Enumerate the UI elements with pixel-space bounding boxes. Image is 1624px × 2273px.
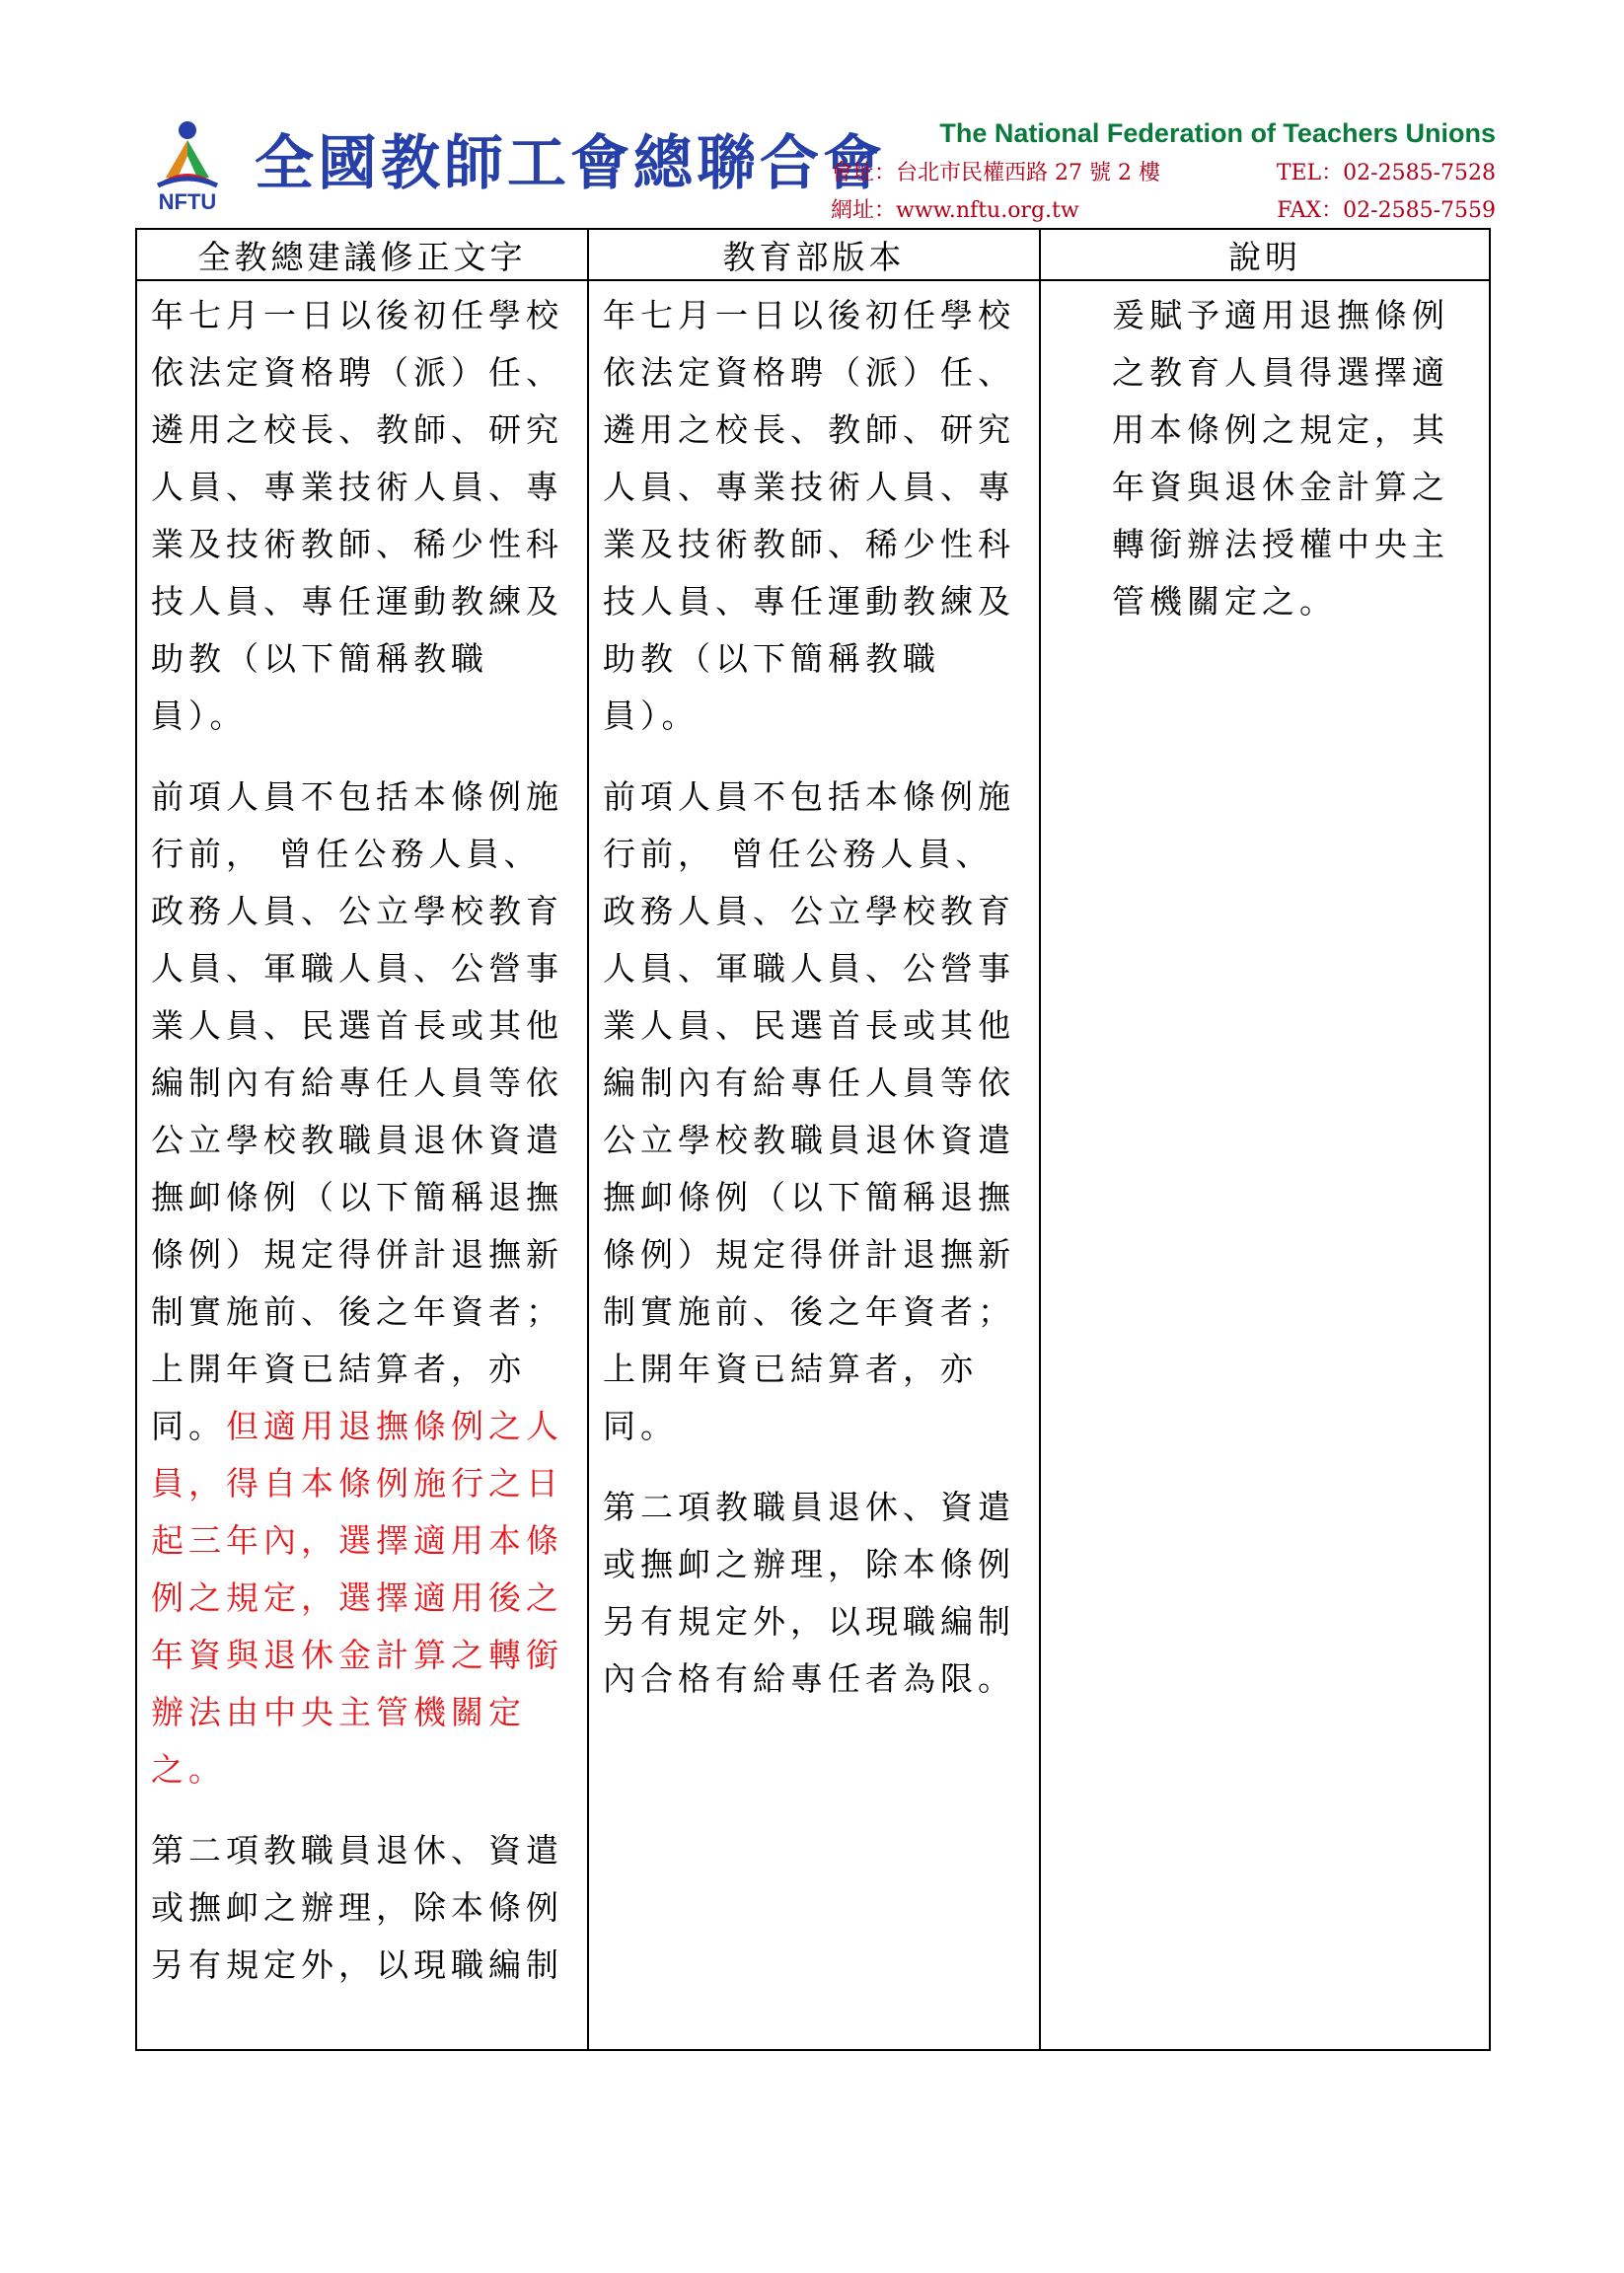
header-nftu-proposal: 全教總建議修正文字	[136, 229, 588, 280]
address: 會址：台北市民權西路 27 號 2 樓	[831, 161, 1160, 185]
header-explanation: 說明	[1040, 229, 1490, 280]
org-name-english: The National Federation of Teachers Unions	[939, 118, 1496, 148]
paragraph	[151, 769, 573, 1798]
paragraph-text: 前項人員不包括本條例施行前， 曾任公務人員、政務人員、公立學校教育人員、軍職人員、公營事業人員、民選首長或其他編制內有給專任人員等依公立學校教職員退休資遣撫卹條例（以下簡稱退撫條例）規定得併計退撫新制實施前、後之年資者；上開年資已結算者，亦同。	[151, 777, 563, 1445]
fax: FAX：02-2585-7559	[1277, 198, 1496, 223]
cell-nftu-proposal	[136, 280, 588, 2050]
table-header-row	[136, 229, 1490, 280]
paragraph: 年七月一日以後初任學校依法定資格聘（派）任、遴用之校長、教師、研究人員、專業技術人員、專業及技術教師、稀少性科技人員、專任運動教練及助教（以下簡稱教職員）。	[603, 296, 1015, 735]
proposed-amendment-text: 但適用退撫條例之人員，得自本條例施行之日起三年內，選擇適用本條例之規定，選擇適用後之年資與退休金計算之轉銜辦法由中央主管機關定之。	[151, 1407, 563, 1789]
paragraph: 第二項教職員退休、資遣或撫卹之辦理，除本條例另有規定外，以現職編制內合格有給專任者為限。	[603, 1488, 1015, 1698]
cell-explanation	[1040, 280, 1490, 2050]
paragraph: 前項人員不包括本條例施行前， 曾任公務人員、政務人員、公立學校教育人員、軍職人員、公營事業人員、民選首長或其他編制內有給專任人員等依公立學校教職員退休資遣撫卹條例（以下簡稱退撫條例）規定得併計退撫新制實施前、後之年資者；上開年資已結算者，亦同。	[603, 777, 1015, 1445]
paragraph: 年七月一日以後初任學校依法定資格聘（派）任、遴用之校長、教師、研究人員、專業技術人員、專業及技術教師、稀少性科技人員、專任運動教練及助教（以下簡稱教職員）。	[151, 296, 563, 735]
table-row	[136, 280, 1490, 2050]
nftu-logo	[148, 116, 227, 215]
comparison-table	[135, 228, 1491, 2051]
nftu-logo-icon	[148, 116, 227, 215]
paragraph: 爰賦予適用退撫條例之教育人員得選擇適用本條例之規定，其年資與退休金計算之轉銜辦法授權中央主管機關定之。	[1112, 296, 1449, 621]
logo-text: NFTU	[158, 189, 217, 214]
cell-moe-version	[588, 280, 1040, 2050]
website[interactable]: 網址：www.nftu.org.tw	[831, 198, 1079, 223]
header-moe-version: 教育部版本	[588, 229, 1040, 280]
telephone: TEL：02-2585-7528	[1276, 161, 1496, 185]
paragraph: 第二項教職員退休、資遣或撫卹之辦理，除本條例另有規定外，以現職編制	[151, 1831, 563, 1984]
org-name-chinese: 全國教師工會總聯合會	[255, 129, 886, 198]
